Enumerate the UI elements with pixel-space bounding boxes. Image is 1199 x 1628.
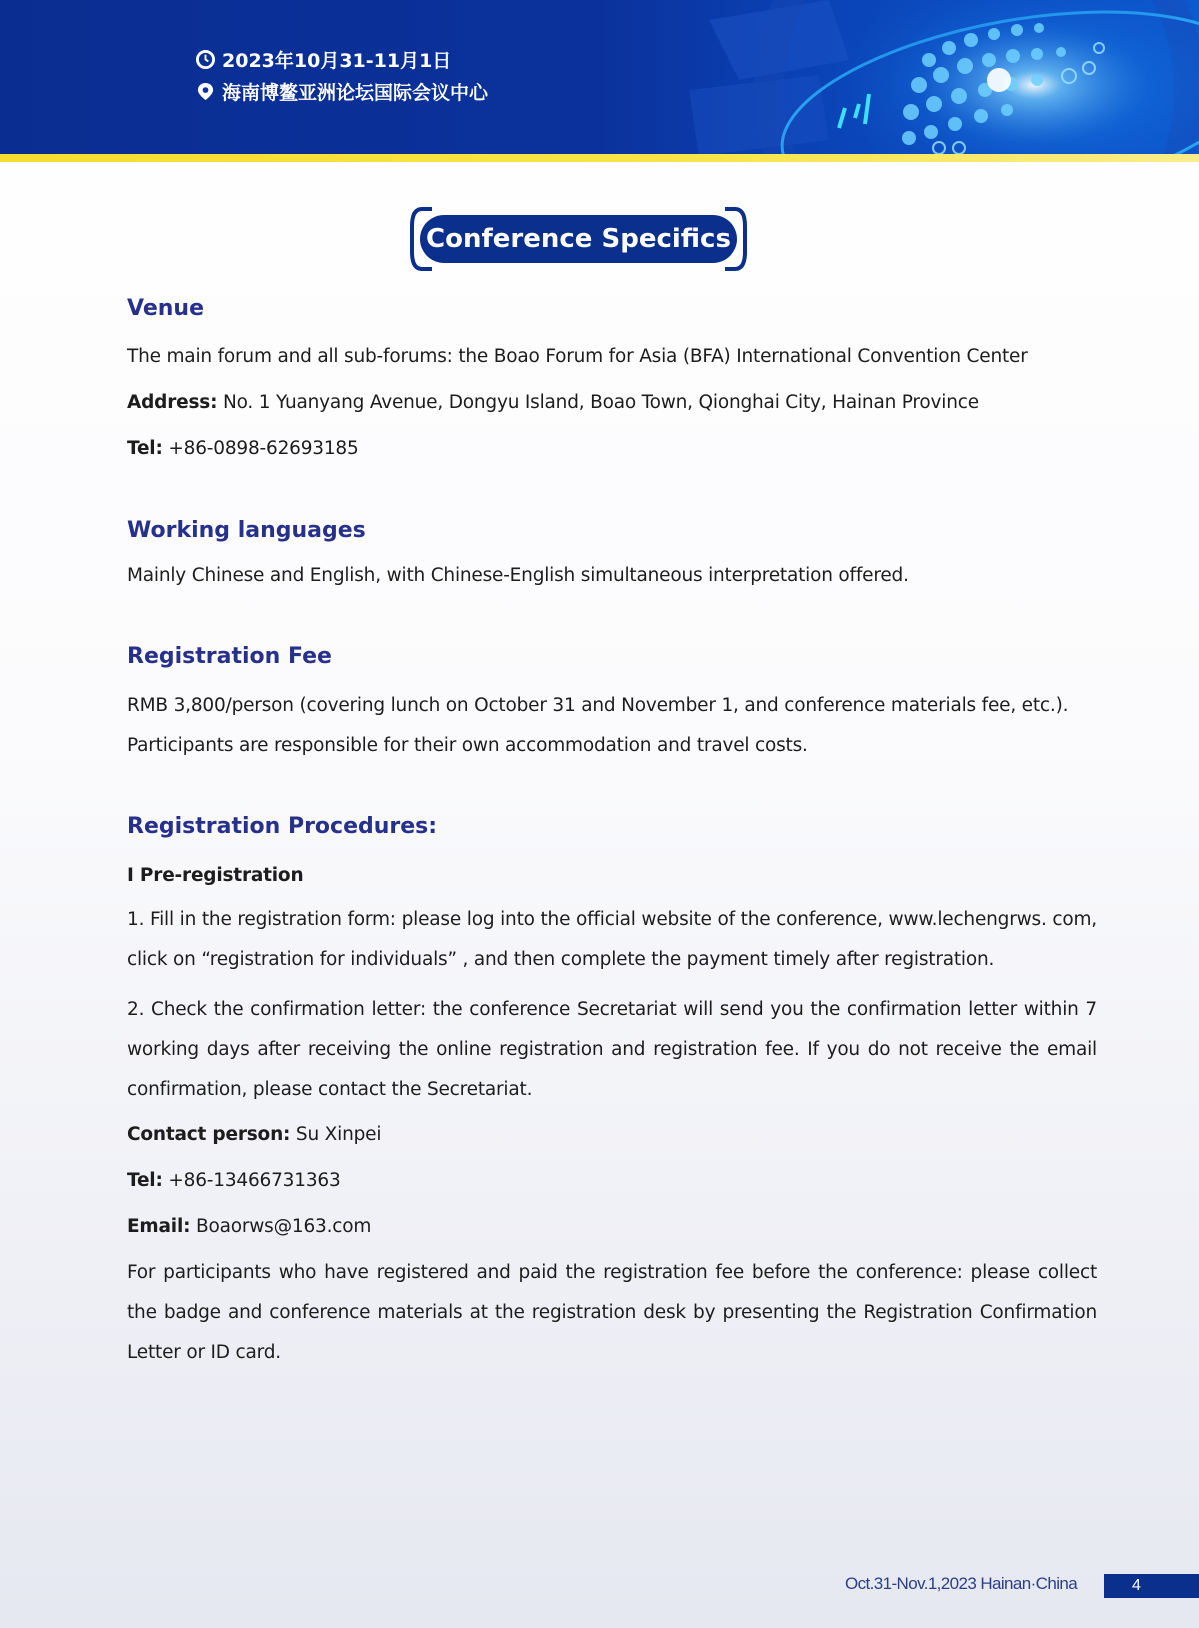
fee-heading: Registration Fee (127, 644, 332, 669)
contact-person (127, 1124, 1097, 1145)
address-label: Address: (127, 392, 218, 413)
venue-address (127, 392, 1097, 413)
contact-value: Su Xinpei (290, 1124, 382, 1145)
footer-event-info: Oct.31-Nov.1,2023 Hainan·China (845, 1574, 1078, 1593)
email-value[interactable]: Boaorws@163.com (190, 1216, 372, 1237)
procedure-step-1: 1. Fill in the registration form: please log into the official website of the conference, www.lechengrws. com, click on “registration for individuals” , and then complete the payment timely after registration. (127, 909, 1097, 970)
event-date-text: 2023年10月31-11月1日 (222, 50, 452, 72)
event-location (196, 78, 488, 105)
venue-tel-value: +86-0898-62693185 (162, 438, 359, 459)
venue-heading: Venue (127, 296, 204, 321)
languages-heading: Working languages (127, 518, 366, 543)
page-number: 4 (1104, 1574, 1199, 1598)
languages-text: Mainly Chinese and English, with Chinese-English simultaneous interpretation offered. (127, 565, 909, 586)
contact-email (127, 1216, 1097, 1237)
fee-line-2: Participants are responsible for their own accommodation and travel costs. (127, 735, 808, 756)
venue-tel (127, 438, 1097, 459)
globe-graphic (599, 0, 1199, 156)
contact-tel-value: +86-13466731363 (162, 1170, 341, 1191)
header-banner (0, 0, 1199, 156)
address-value: No. 1 Yuanyang Avenue, Dongyu Island, Boao Town, Qionghai City, Hainan Province (217, 392, 979, 413)
contact-tel (127, 1170, 1097, 1191)
event-location-text: 海南博鳌亚洲论坛国际会议中心 (222, 82, 489, 104)
location-pin-icon (196, 82, 215, 101)
clock-icon (196, 50, 215, 69)
pre-registration-subheading: I Pre-registration (127, 865, 304, 886)
banner-stripe (0, 154, 1199, 162)
fee-line-1: RMB 3,800/person (covering lunch on October 31 and November 1, and conference materials fee, etc.). (127, 695, 1069, 716)
event-date (196, 46, 451, 73)
section-title-badge (410, 206, 747, 272)
procedures-heading: Registration Procedures: (127, 814, 438, 839)
page-title: Conference Specifics (426, 224, 731, 254)
venue-description: The main forum and all sub-forums: the Boao Forum for Asia (BFA) International Convention Center (127, 346, 1028, 367)
procedure-step-2: 2. Check the confirmation letter: the conference Secretariat will send you the confirmation letter within 7 working days after receiving the online registration and registration fee. If you do not receive the email confirmation, please contact the Secretariat. (127, 999, 1097, 1100)
email-label: Email: (127, 1216, 191, 1237)
contact-tel-label: Tel: (127, 1170, 163, 1191)
contact-label: Contact person: (127, 1124, 291, 1145)
venue-tel-label: Tel: (127, 438, 163, 459)
registration-note: For participants who have registered and paid the registration fee before the conference: please collect the badge and conference materials at the registration desk by presenting the Registration Confirmation Letter or ID card. (127, 1262, 1097, 1363)
